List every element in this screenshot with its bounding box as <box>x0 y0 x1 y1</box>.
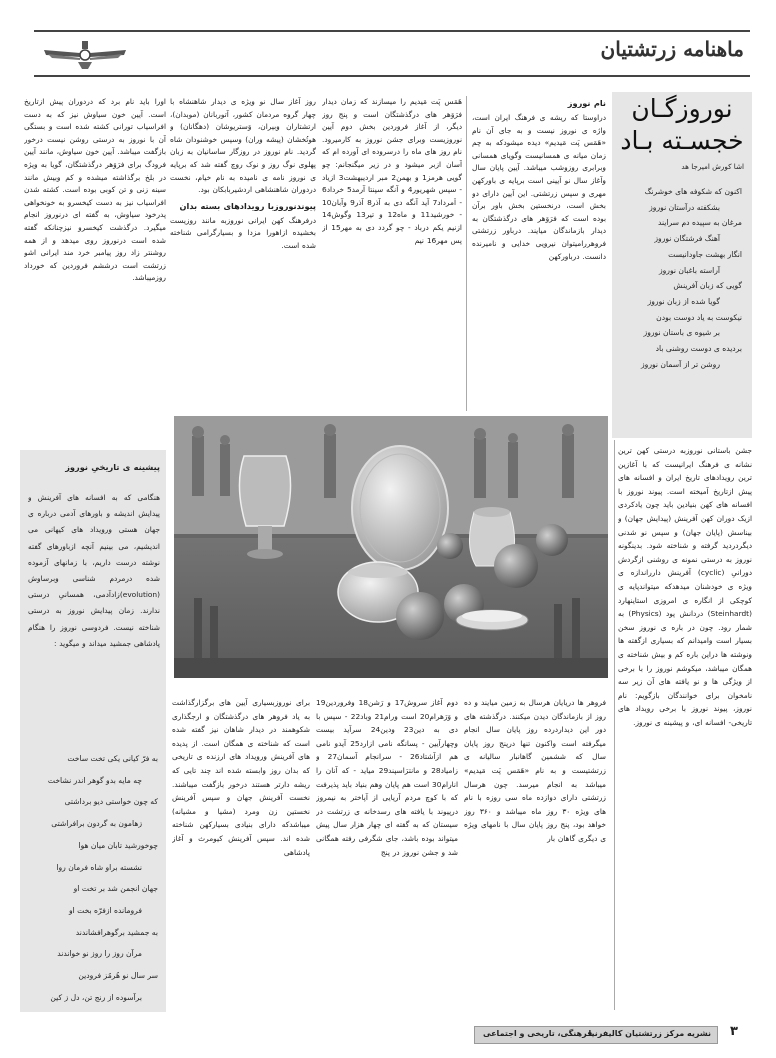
section-heading: نام نوروز <box>567 98 606 108</box>
nowruz-greeting-box <box>612 92 752 438</box>
poem-line: چه مایه بدو گوهر اندر نشاخت <box>47 775 142 785</box>
poem-line: آهنگ فرشتگان نوروز <box>654 234 720 244</box>
poem-line: نیکوست به یاد دوست بودن <box>656 312 742 322</box>
article-text: دوم آغاز سروش17 و رَشن18 وفروردین19 و وَرَهرام20 است ورام21 وباد22 - سپس با دی به دین23 ودین24 سرآید بیست وچهارآیین - پسانگه نامی ازارد25 آیدو نامی هم ازآشتاد26 - سرانجام آسمان27 و زامیاد28 و مانترَاسپند29 میاید - که آنان را انارام30 است هم پایان وهم بنیاد باید پذیرفت که با کوچ مردم آریایی از آپاختر به نیمروز درپیوند با یافته های رسدخانه ی زرتشت در سیستان که به گفته ای چهار هزار سال پیش میتواند بوده باشد، جای شگرفی رفته همگانی شد و جشن نوروز در پنج <box>316 698 458 857</box>
poem-line: گویی که زبان آفرینش <box>673 281 742 291</box>
article-text: درفرهنگ کهن ایرانی نوروزبه مانند روزیست بخشیده ازاهورا مزدا و بسیارگرامی شناخته شده است. <box>170 215 316 250</box>
magazine-title: ماهنامه زرتشتیان <box>600 37 744 61</box>
footer-band <box>474 1026 718 1044</box>
poem-line: آراسته باغبان نوروز <box>658 265 720 275</box>
column-divider <box>614 440 615 1010</box>
article-text: دراوستا که ریشه ی فرهنگ ایران است، واژه ی نوروز نیست و به جای آن نام «هَمَس پَت مَیدیم» دیده میشودکه به چم زمان میانه ی همسانیست وگویای همسانی وبرابری روزوشب میباشد. آیین پایان سال وآغاز سال نو آیینی است برپایه ی باورکهن مهری و سپس زرتشتی. این آیین دارای دو بخش است، درنخستین بخش باور برآن بوده است که فرَوَهر های درگذشتگان به دیدار بازماندگان میایند. درباور زرتشتی فروهررامیتوان نیرویی خدایی و نامیرنده دانست. درباورکهن <box>472 113 606 261</box>
section-heading: پیشینه ی تاریخیِ نوروز <box>65 462 160 472</box>
nowruz-title-line2: خجسـته بـاد <box>620 126 744 155</box>
history-section <box>28 460 160 760</box>
poem-line: چوخورشید تابان میان هوا <box>78 840 158 850</box>
history-box <box>20 450 166 1012</box>
publication-name: نشریه مرکز زرتشتیان کالیفرنیا <box>588 1029 711 1038</box>
poem-line: بر شیوه ی باستان نوروز <box>643 328 720 338</box>
column-text <box>322 96 462 418</box>
header-rule-bottom <box>34 75 750 77</box>
poem-line: بشکفته درآستان نوروز <box>649 202 720 212</box>
poem-line: زهامون به گردون برافراشتی <box>51 819 142 829</box>
column-text <box>316 696 458 1012</box>
article-text: روز آغاز سال نو ویژه ی دیدار شاهنشاه با چهار گروه مردمان کشور، آتوربانان (موبدان)، ارتشتاران وبیران، وَستریوشان (دهگانان) و هوتُخشان (پیشه وران) وسپس خوشنودان شاه گردید. نام نوروز در روزگار ساسانیان به زبان پهلوی نوگ روز و نوک روچ گفته شد که برپایه ی نوروز نامه ی نامیده به نام خیام، نخست دردوران شاهنشاهی اردشیربابکان بود. <box>170 97 316 195</box>
poem-line: بردیده ی دوست روشنی باد <box>655 344 742 354</box>
poem-line: مرغان به سپیده دم سرایند <box>657 218 742 228</box>
article-text: فروهر ها دریایان هرسال به زمین میایند و ده روز از بازماندگان دیدن میکنند. درگذشته های دور این دیداردرده روز پایان سال انجام میگرفته است واکنون تنها درپنج روز پایان سال که ششمین گاهانبار سالیانه ی زرتشتیست و به نام «هَمَس پَت مَیدیم» میباشد به انجام میرسد. چون هرسال زرتشتی دارای دوازده ماه سی روزه با نام های ویژه ۳۰ روز ماه میباشد و ۳۶۰ روز خواهد بود، پنج روز پایان سال با نامهای ویژه ی دیگری گاهان بار <box>464 698 606 843</box>
poem-line: گویا شده از زبان نوروز <box>647 296 720 306</box>
header <box>34 28 750 84</box>
ferdowsi-poem <box>26 748 158 1008</box>
nowruz-poem <box>616 184 742 372</box>
poem-line: به فرّ کیانی یکی تخت ساخت <box>67 754 158 763</box>
article-text: هنگامی که به افسانه های آفرینش و پیدایش اندیشه و باورهای آدمی درباره ی جهان هستی ورویداد های کیهانی می اندیشیم، می بینیم آنچه ازباورهای گفته نوشته درست داریم، با زمانهای آزموده شده درمردم شناسی وبرساوش (evolution)زادآدمی، همسانیِ درستی ندارند. زمان پیدایش نوروز به درستی شناخته نیست. فردوسی نوروز را هنگام پادشاهی جمشید میداند و میگوید : <box>28 493 160 648</box>
nowruz-title-line1: نوروزگـان <box>631 94 733 123</box>
poem-line: نشسته براو شاه فرمان روا <box>56 862 142 872</box>
section-nowruz-name <box>472 96 606 416</box>
poem-line: به جمشید برگوهرافشاندند <box>75 927 158 937</box>
faravahar-icon <box>42 38 128 70</box>
column-text <box>464 696 606 1012</box>
article-text: هَمَس پَت مَیدیم را میسازند که زمان دیدار فرَوَهر های درگذشتگان است و پنج روز دیگر، از آغاز فروردین بخش دوم آیین نوروزیست وبرای جشن نوروز به کارمیرود. نام روز های ماه را درسروده ای آورده ام که آسان ازبر میشود و در زیر میگنجانم: چو گویی هرمز1 و بهمن2 مبر اردیبهشت3 ازیاد - سپس شهریور4 و آنگه سپنتا آرمد5 خرداد6 - اَمرداد7 آید آنگه دی به آذر8 آذر9 وآبان10 - خورشید11 و ماه12 و تیر13 وگوش14 ازنیم یکم درباد - چو گردد دی به مهر15 از پس مهر16 نیم <box>322 97 462 245</box>
column-text <box>170 96 316 396</box>
poem-line: اکنون که شکوفه های خوشرنگ <box>644 187 742 196</box>
poem-line: که چون خواستی دیو برداشتی <box>64 797 158 807</box>
column-text <box>24 96 166 446</box>
poem-line: جهان انجمن شد بر تخت او <box>73 884 158 894</box>
section-heading: پیوندنوروزبا رویدادهای بسته بدان <box>179 200 316 211</box>
haft-sin-illustration <box>174 416 608 678</box>
poem-line: برآسوده از رنج تن، دل ز کین <box>50 992 142 1002</box>
column-divider <box>466 96 467 411</box>
page-number: ۳ <box>730 1024 738 1039</box>
poem-line: سر سال نو هُرمُز فرودین <box>78 971 158 981</box>
article-text: اورا باید نام برد که دردوران پیش ازتاریخ است. آیین خون سیاوش نیز که به دست افراسیاب تورانی کشته شده است و بستگی آن با نوروز به درستی روشن نیست درخور بازگفت میباشد. آیین خون سیاوش، مانند آیین فرودگ برای فرَوَهر درگذشتگان، گویا به ویژه در بلخ برگذاشته میشده و کم وبیش مانند سینه زنی و تن کوبی بوده است. کشته شدن افراسیاب نیز به دست کیخسرو به خونخواهی پدرخود سیاوش، به گفته ای درنوروز انجام میگیرد. درگذشت کیخسرو نیزچنانکه گفته شده است درنوروز روی میدهد و از همه روشنتر زاد روز پیامبر خرد مند ایرانی اشو زرتشت است درششم فروردین که خورداد روزمیباشد. <box>24 97 166 283</box>
article-text: جشن باستانی نوروزبه درستی کهن ترین نشانه ی فرهنگ ایرانیست که با آغازین ترین رویدادهای تاریخ ایران و افسانه های پیش ازتاریخ آمیخته است. پیوند نوروز با افسانه های کهن بنیادین باید چون یادکردی ازیک دوران کهن آفرینش (پیدایش جهان) و بیناسش (پایان جهان) و سپس نو شدنی دیگردردید گرفته و شناخته شود. بدینگونه نوروز به درستی نمونه ی روشنی ازگردش دورانیِ (cyclic) آفرینش دارراندازه ی ویژه ی خودشنان میدهدکه میتواندپایه ی کوچکی از انگاره ی امروزی استاینهارد (Steinhardt) دردانش پود (Physics) به شمار رود. چون در باره ی نوروز سخن بسیار است وامیدانم که بسیاری ازگفته ها ونوشته ها دراین باره کم و بیش شناخته ی همگان میباشد، میکوشم نوروز را با برخی از ویژگی ها و نو یافته های آن زیر سه نامخوان برای خوانندگان بازگویم: نام نوروز، پیوند نوروز با برخی رویداد های تاریخی- افسانه ای، و پیشینه ی نوروز. <box>618 446 752 727</box>
column-text <box>618 444 752 1008</box>
poem-line: روشن تر از آسمان نوروز <box>640 359 720 369</box>
publication-tagline: فرهنگی، تاریخی و اجتماعی <box>483 1029 593 1038</box>
poem-line: انگار بهشت جاودانیست <box>668 249 742 259</box>
poem-line: فرومانده ازفرّه بخت او <box>68 905 142 915</box>
column-text <box>172 696 310 1012</box>
poem-line: مرآن روز را روز نو خواندند <box>57 949 142 959</box>
author-name: اشا کورش امیرجا هد <box>681 162 744 171</box>
header-rule-top <box>34 30 750 32</box>
article-text: برای نوروزبسیاری آیین های برگزارگذاشت به یاد فروهر های درگذشتگان و ارجگذاری شکوهمند در دیدار شاهان نیز گفته شده است که شناخته ی همگان است. از پدیده های آفرینش ورویداد های ارزنده ی تاریخی که بدان روز وابسته شده اند چند تایی که ریشه دارتر هستند درخور بازگفت میباشند. نخست آفرینش جهان و سپس آفرینش نخستین زن ومرد (مشیا و مشیانه) میباشدکه دارای بنیادی بسیارکهن شناخته شده اند. سپس آفرینش کیومرث و آغاز پادشاهی <box>172 698 310 857</box>
